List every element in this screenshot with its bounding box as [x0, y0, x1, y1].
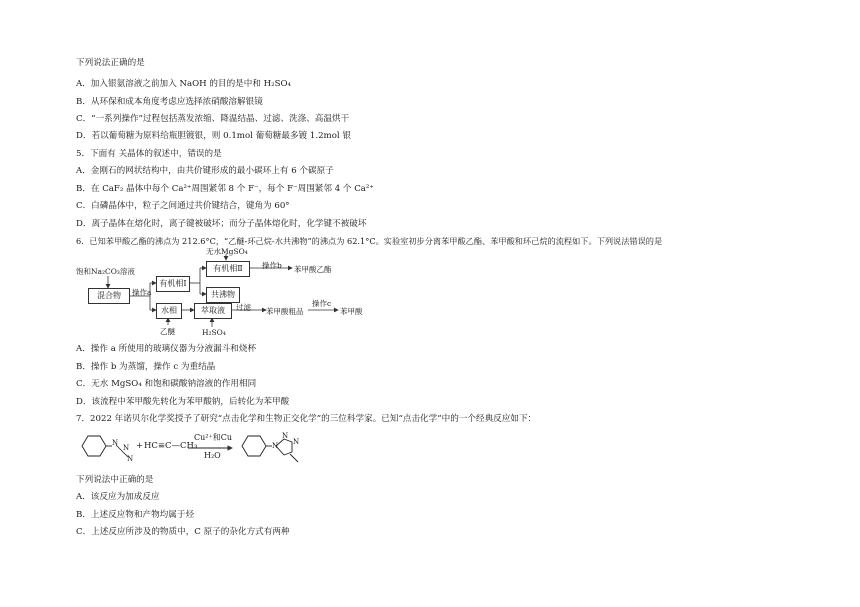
- alkyne-formula: HC≡C—CH₃: [144, 441, 198, 451]
- q6-option-b: B．操作 b 为蒸馏，操作 c 为重结晶: [76, 362, 216, 372]
- q7-question: 下列说法中正确的是: [76, 475, 154, 485]
- q7-reaction: [76, 426, 336, 470]
- organic-phase-1-box: 有机相Ⅰ: [156, 276, 190, 292]
- q5-option-d: D．离子晶体在熔化时，离子键被破坏；而分子晶体熔化时，化学键不被破坏: [76, 219, 367, 229]
- q5-stem: 5．下面有 关晶体的叙述中，错误的是: [76, 149, 222, 159]
- q5-option-c: C．白磷晶体中，粒子之间通过共价键结合，键角为 60°: [76, 201, 290, 211]
- q7-option-a: A．该反应为加成反应: [76, 492, 160, 502]
- organic-phase-2-box: 有机相Ⅱ: [206, 261, 250, 277]
- product-acid-label: 苯甲酸: [340, 307, 363, 316]
- azeotrope-box: 共沸物: [206, 287, 240, 303]
- q4-option-a: A．加入银氨溶液之前加入 NaOH 的目的是中和 H₂SO₄: [76, 79, 291, 89]
- aqueous-phase-box: 水相: [156, 303, 182, 319]
- product-n2: N: [282, 432, 289, 440]
- product-ester-label: 苯甲酸乙酯: [294, 265, 332, 274]
- reactant-n1: N: [112, 439, 119, 447]
- q7-stem: 7．2022 年诺贝尔化学奖授予了研究“点击化学和生物正交化学”的三位科学家。已知“点击化学”中的一个经典反应如下：: [76, 414, 537, 424]
- op-b-label: 操作b: [262, 261, 282, 270]
- product-n3: N: [293, 438, 300, 446]
- input-label: 饱和Na₂CO₃溶液: [76, 267, 135, 276]
- q6-option-d: D．该流程中苯甲酸先转化为苯甲酸钠，后转化为苯甲酸: [76, 397, 290, 407]
- op-c-label: 操作c: [312, 299, 332, 308]
- q6-stem: 6．已知苯甲酸乙酯的沸点为 212.6°C，“乙醚-环己烷-水共沸物”的沸点为 62.1°C。实验室初步分离苯甲酸乙酯、苯甲酸和环己烷的流程如下。下列说法错误的是: [76, 236, 663, 246]
- op-a-label: 操作a: [132, 288, 152, 297]
- catalyst-label: Cu²⁺和Cu: [194, 433, 232, 442]
- q6-option-a: A．操作 a 所使用的玻璃仪器为分液漏斗和烧杯: [76, 344, 257, 354]
- reactant-n2: N: [123, 444, 130, 452]
- mixture-box: 混合物: [88, 288, 130, 304]
- q6-flowchart: [76, 246, 376, 340]
- plus-sign: +: [136, 441, 144, 451]
- q4-option-d: D．若以葡萄糖为原料给瓶胆镀银，则 0.1mol 葡萄糖最多镀 1.2mol 银: [76, 131, 351, 141]
- product-n1: N: [272, 442, 279, 450]
- h2so4-label: H₂SO₄: [202, 328, 226, 337]
- q7-option-c: C．上述反应所涉及的物质中，C 原子的杂化方式有两种: [76, 527, 290, 537]
- ether-label: 乙醚: [160, 327, 175, 336]
- q7-option-b: B．上述反应物和产物均属于烃: [76, 510, 195, 520]
- q4-option-b: B．从环保和成本角度考虑应选择浓硝酸溶解银镜: [76, 97, 263, 107]
- solvent-label: H₂O: [204, 451, 221, 460]
- q4-stem: 下列说法正确的是: [76, 58, 145, 68]
- q5-option-b: B．在 CaF₂ 晶体中每个 Ca²⁺周围紧邻 8 个 F⁻，每个 F⁻周围紧邻 4 个 Ca²⁺: [76, 184, 374, 194]
- reactant-n3: N: [127, 455, 134, 463]
- q5-option-a: A．金刚石的网状结构中，由共价键形成的最小碳环上有 6 个碳原子: [76, 166, 334, 176]
- crude-acid-label: 苯甲酸粗品: [266, 307, 304, 316]
- q6-option-c: C．无水 MgSO₄ 和饱和碳酸钠溶液的作用相同: [76, 379, 257, 389]
- extract-box: 萃取液: [194, 303, 232, 319]
- filtration-label: 过滤: [236, 303, 251, 312]
- mgso4-label: 无水MgSO₄: [206, 247, 248, 256]
- q4-option-c: C．“一系列操作”过程包括蒸发浓缩、降温结晶、过滤、洗涤、高温烘干: [76, 114, 350, 124]
